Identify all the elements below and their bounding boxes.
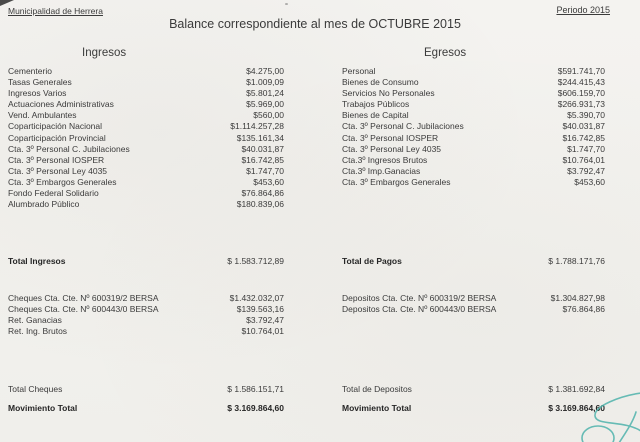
ledger-row	[8, 199, 284, 210]
egresos-items-list	[342, 66, 605, 188]
ledger-row-label: Bienes de Consumo	[342, 77, 419, 88]
ledger-row	[8, 177, 284, 188]
ledger-row-label: Ingresos Varios	[8, 88, 67, 99]
ledger-row	[8, 133, 284, 144]
ledger-row-label: Trabajos Públicos	[342, 99, 410, 110]
ledger-row-value: $560,00	[253, 110, 284, 121]
ledger-row-label: Cta. 3º Personal C. Jubilaciones	[8, 143, 130, 154]
ledger-row	[8, 155, 284, 166]
ledger-row	[8, 99, 284, 110]
ledger-row-value: $244.415,43	[557, 77, 605, 88]
ledger-row-value: $5.390,70	[567, 110, 605, 121]
ledger-row-value: $591.741,70	[557, 66, 605, 76]
movimiento-total-value: $ 3.169.864,60	[227, 403, 284, 413]
period-label: Periodo 2015	[556, 5, 610, 15]
ledger-row	[342, 177, 605, 188]
organization-name: Municipalidad de Herrera	[8, 6, 103, 16]
total-pagos-value: $ 1.788.171,76	[548, 256, 605, 266]
bank-row-value: $139.563,16	[236, 304, 284, 315]
signature-ink-mark	[548, 386, 640, 442]
ledger-row-value: $10.764,01	[562, 154, 605, 165]
bank-row	[342, 304, 605, 315]
ledger-row-value: $1.747,70	[567, 143, 605, 154]
movimiento-total-row-left	[8, 403, 284, 414]
ledger-row	[342, 144, 605, 155]
bank-row-label: Depositos Cta. Cte. Nº 600319/2 BERSA	[342, 293, 497, 303]
movimiento-total-value: $ 3.169.864,60	[548, 403, 605, 413]
ledger-row-label: Cta.3º Imp.Ganacias	[342, 165, 421, 176]
total-pagos-row	[342, 256, 605, 267]
bank-row-label: Depositos Cta. Cte. Nº 600443/0 BERSA	[342, 304, 497, 315]
ledger-row-label: Servicios No Personales	[342, 88, 435, 99]
ingresos-heading: Ingresos	[82, 47, 127, 59]
scan-speck	[285, 3, 288, 5]
bank-row-value: $76.864,86	[562, 304, 605, 315]
ledger-row-value: $4.275,00	[246, 66, 284, 76]
ledger-row-value: $135.161,34	[236, 132, 284, 143]
bank-row	[8, 293, 284, 304]
ledger-row-label: Cta.3º Ingresos Brutos	[342, 154, 428, 165]
ledger-row	[342, 77, 605, 88]
ledger-row-label: Cta. 3º Personal IOSPER	[8, 154, 105, 165]
ledger-row-value: $3.792,47	[567, 165, 605, 176]
ledger-row	[342, 110, 605, 121]
ledger-row-label: Cta. 3º Personal Ley 4035	[342, 143, 442, 154]
ledger-row	[8, 110, 284, 121]
ledger-row	[342, 155, 605, 166]
total-pagos-label: Total de Pagos	[342, 256, 402, 266]
depositos-list	[342, 293, 605, 315]
ledger-row-label: Actuaciones Administrativas	[8, 99, 114, 110]
ledger-row	[8, 77, 284, 88]
ledger-row	[342, 166, 605, 177]
ledger-row	[8, 166, 284, 177]
total-cheques-label: Total Cheques	[8, 384, 63, 394]
cheques-list	[8, 293, 284, 337]
total-ingresos-row	[8, 256, 284, 267]
ingresos-items-list	[8, 66, 284, 210]
ledger-row-value: $5.969,00	[246, 99, 284, 110]
ledger-row-value: $1.009,09	[246, 77, 284, 88]
ledger-row	[342, 99, 605, 110]
ledger-row-label: Personal	[342, 66, 376, 76]
ledger-row-value: $606.159,70	[557, 88, 605, 99]
ledger-row-value: $453,60	[574, 176, 605, 187]
total-depositos-value: $ 1.381.692,84	[548, 384, 605, 394]
ledger-row-value: $266.931,73	[557, 99, 605, 110]
total-depositos-label: Total de Depositos	[342, 384, 412, 394]
ledger-row-value: $16.742,85	[562, 132, 605, 143]
bank-row-value: $1.432.032,07	[229, 293, 284, 303]
ledger-row-label: Cta. 3º Embargos Generales	[8, 176, 117, 187]
ledger-row-label: Coparticipación Provincial	[8, 132, 106, 143]
egresos-heading: Egresos	[424, 47, 467, 59]
bank-row-label: Ret. Ing. Brutos	[8, 326, 68, 337]
ledger-row	[342, 133, 605, 144]
ledger-row	[342, 66, 605, 77]
ledger-row-value: $453,60	[253, 176, 284, 187]
ledger-row	[8, 88, 284, 99]
total-ingresos-value: $ 1.583.712,89	[227, 256, 284, 266]
total-cheques-value: $ 1.586.151,71	[227, 384, 284, 394]
bank-row-value: $3.792,47	[246, 315, 284, 326]
bank-row-label: Ret. Ganacias	[8, 315, 62, 326]
ledger-row-label: Cta. 3º Personal Ley 4035	[8, 165, 108, 176]
bank-row-label: Cheques Cta. Cte. Nº 600319/2 BERSA	[8, 293, 159, 303]
ledger-row	[8, 121, 284, 132]
ledger-row-label: Coparticipación Nacional	[8, 121, 103, 132]
ledger-row	[8, 144, 284, 155]
bank-row-value: $1.304.827,98	[550, 293, 605, 303]
ledger-row-label: Alumbrado Público	[8, 199, 80, 210]
ledger-row-value: $16.742,85	[241, 154, 284, 165]
ledger-row	[342, 121, 605, 132]
bank-row-value: $10.764,01	[241, 326, 284, 337]
movimiento-total-label: Movimiento Total	[8, 403, 78, 413]
ledger-row-label: Bienes de Capital	[342, 110, 409, 121]
ledger-row	[342, 88, 605, 99]
bank-row	[8, 304, 284, 315]
ledger-row-value: $1.747,70	[246, 165, 284, 176]
ledger-row-label: Cta. 3º Personal C. Jubilaciones	[342, 121, 464, 132]
ledger-row-value: $40.031,87	[562, 121, 605, 132]
bank-row	[8, 326, 284, 337]
ledger-row-label: Cta. 3º Embargos Generales	[342, 176, 451, 187]
bank-row	[8, 315, 284, 326]
movimiento-total-label: Movimiento Total	[342, 403, 412, 413]
ledger-row-value: $76.864,86	[241, 188, 284, 199]
bank-row	[342, 293, 605, 304]
ledger-row-label: Cementerio	[8, 66, 52, 76]
document-title: Balance correspondiente al mes de OCTUBRE 2015	[169, 17, 461, 31]
ledger-row-label: Tasas Generales	[8, 77, 72, 88]
ledger-row-label: Fondo Federal Solidario	[8, 188, 99, 199]
ledger-row	[8, 66, 284, 77]
total-cheques-row	[8, 384, 284, 395]
total-ingresos-label: Total Ingresos	[8, 256, 66, 266]
bank-row-label: Cheques Cta. Cte. Nº 600443/0 BERSA	[8, 304, 159, 315]
ledger-row-label: Vend. Ambulantes	[8, 110, 77, 121]
ledger-row-value: $40.031,87	[241, 143, 284, 154]
ledger-row-value: $180.839,06	[236, 199, 284, 210]
ledger-row-label: Cta. 3º Personal IOSPER	[342, 132, 439, 143]
ledger-row	[8, 188, 284, 199]
ledger-row-value: $1.114.257,28	[230, 121, 284, 132]
ledger-row-value: $5.801,24	[246, 88, 284, 99]
